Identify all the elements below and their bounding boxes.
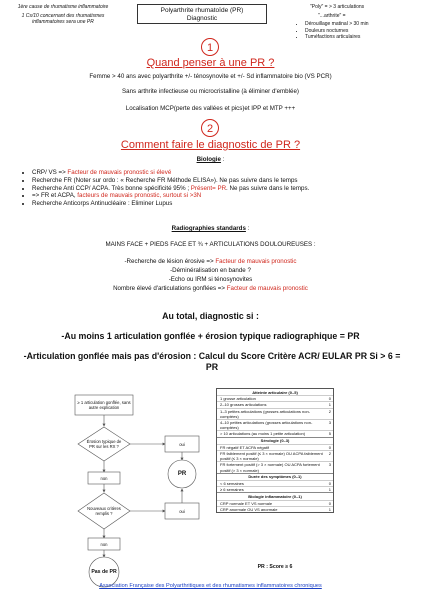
score-row [217, 500, 333, 506]
title-box [137, 4, 267, 24]
score-row [217, 486, 333, 492]
radio-instructions: MAINS FACE + PIEDS FACE ET ¾ + ARTICULATIONS DOULOUREUSES : [105, 241, 316, 248]
score-points: 3 [328, 420, 331, 426]
biologie-heading-label: Biologie [196, 156, 221, 163]
list-item: • Tuméfactions articulaires [305, 34, 416, 41]
radio-text: Nombre élevé d'articulations gonflées => [113, 285, 227, 292]
list-item [32, 185, 421, 193]
score-section-title: Sérologie (0–3) [217, 437, 333, 444]
flow-result-pr: PR [177, 470, 187, 477]
section-number-1: 1 [201, 38, 219, 56]
flowchart-connectors [35, 392, 210, 590]
score-criterion: CRP anormale OU VS anormale [220, 506, 278, 512]
score-row [217, 450, 333, 461]
score-points: 1 [328, 487, 331, 493]
acr-eular-score-table [216, 388, 334, 513]
score-row [217, 506, 333, 512]
radio-text: -Echo ou IRM si ténosynovites [168, 276, 253, 283]
criterion-erosion: -Au moins 1 articulation gonflée + érosion typique radiographique = PR [61, 331, 360, 341]
item-highlight: Présent= PR [190, 184, 227, 192]
list-item: • Dérouillage matinal > 30 min [305, 21, 416, 28]
page-title: Polyarthrite rhumatoïde (PR) [160, 7, 244, 14]
poly-definition: "Poly" = > 3 articulations [310, 4, 365, 10]
list-item: • Douleurs nocturnes [305, 28, 416, 35]
item-highlight: facteurs de mauvais pronostic, surtout si >3N [77, 192, 202, 200]
note-consultation-ratio: 1 Cs/10 concernant des rhumatismes inflammatoires sera une PR [21, 12, 105, 25]
radio-heading-suffix: : [245, 225, 250, 232]
flow-start-box: ≥ 1 articulation gonflée, sans autre explication [77, 400, 131, 410]
flow-yes-2: oui [179, 508, 185, 514]
item-text: => FR et ACPA, [32, 192, 78, 200]
radio-highlight: Facteur de mauvais pronostic [226, 285, 308, 292]
radio-text: -Déminéralisation en bande ? [170, 267, 251, 274]
page-subtitle: Diagnostic [186, 15, 218, 22]
flow-question-erosion: Érosion typique de PR sur les RX ? [86, 439, 122, 449]
list-item [32, 192, 421, 200]
criteria-line: Femme > 40 ans avec polyarthrite +/- ténosynovite et +/- Sd inflammatoire bio (VS PCR) [89, 73, 332, 80]
biologie-heading [0, 156, 421, 164]
score-criterion: ≥ 6 semaines [220, 487, 244, 493]
item-text: CRP/ VS => [32, 169, 68, 176]
score-row [217, 480, 333, 486]
score-row [217, 408, 333, 419]
definitions-box [296, 4, 416, 41]
criteria-line: Sans arthrite infectieuse ou microcristalline (à éliminer d'emblée) [122, 88, 299, 95]
arthrite-definition: "...arthrite" = [318, 12, 346, 19]
flow-result-not-pr: Pas de PR [91, 568, 117, 575]
arthrite-signs-list [296, 21, 416, 41]
radio-highlight: Facteur de mauvais pronostic [215, 258, 297, 265]
radio-line [0, 258, 421, 266]
score-row [217, 395, 333, 401]
score-row [217, 419, 333, 430]
flow-no-1: non [100, 475, 108, 481]
score-row [217, 444, 333, 450]
score-criterion: CRP normale ET VS normale [220, 500, 273, 506]
list-item [32, 169, 421, 177]
diagnosis-flowchart [35, 392, 210, 590]
top-left-notes [8, 4, 118, 28]
list-item [32, 177, 421, 185]
score-points: 1 [328, 402, 331, 408]
score-criterion: 1 grosse articulation [220, 396, 256, 402]
flow-yes-1: oui [179, 441, 185, 447]
radio-line [0, 267, 421, 275]
score-points: 0 [328, 500, 331, 506]
section-title-when: Quand penser à une PR ? [146, 57, 275, 69]
score-criterion: 2–10 grosses articulations [220, 402, 267, 408]
score-points: 5 [328, 431, 331, 437]
radio-heading-label: Radiographies standards [171, 225, 246, 232]
section-number-2: 2 [201, 119, 219, 137]
score-row [217, 401, 333, 407]
score-section-title: Durée des symptômes (0–1) [217, 473, 333, 480]
total-heading: Au total, diagnostic si : [162, 311, 259, 321]
item-highlight: Facteur de mauvais pronostic si élevé [67, 169, 172, 176]
biologie-list [22, 169, 421, 208]
score-criterion: > 10 articulations (au moins 1 petite articulation) [220, 431, 306, 437]
score-points: 0 [328, 444, 331, 450]
item-tail: . Ne pas suivre dans le temps. [226, 184, 310, 192]
association-link[interactable]: Association Française des Polyarthritiques et des rhumatismes inflammatoires chroniques [99, 583, 322, 589]
score-row [217, 461, 333, 472]
score-row [217, 430, 333, 436]
score-criterion: FR faiblement positif (≤ 3 × normale) OU ACPA faiblement positif (≤ 3 × normale) [220, 451, 323, 462]
flow-no-2: non [100, 541, 108, 547]
list-item [32, 200, 421, 208]
score-points: 3 [328, 462, 331, 468]
score-points: 0 [328, 396, 331, 402]
score-criterion: < 6 semaines [220, 481, 244, 487]
section-title-how: Comment faire le diagnostic de PR ? [120, 139, 301, 151]
note-first-cause: 1ère cause de rhumatisme inflammatoire [17, 4, 109, 10]
score-criterion: FR fortement positif (> 3 × normale) OU ACPA fortement positif (> 3 × normale) [220, 462, 320, 473]
criteria-line: Localisation MCP(perte des vallées et pics)et IPP et MTP +++ [125, 105, 296, 112]
radio-line [0, 276, 421, 284]
radio-heading [0, 225, 421, 233]
item-text: Recherche Anticorps Antinucléaire : Eliminer Lupus [32, 200, 173, 208]
flow-question-criteria: Nouveaux critères remplis ? [87, 506, 121, 516]
item-text: Recherche FR (Noter sur ordo : « Recherche FR Méthode ELISA»). Ne pas suivre dans le temps [32, 176, 298, 184]
score-criterion: FR négatif ET ACPA négatif [220, 444, 269, 450]
score-section-title: Atteinte articulaire (0–5) [252, 389, 298, 395]
score-points: 1 [328, 506, 331, 512]
criterion-score: -Articulation gonflée mais pas d'érosion : Calcul du Score Critère ACR/ EULAR PR Si > 6 = PR [23, 351, 401, 372]
score-threshold: PR : Score ≥ 6 [257, 564, 293, 570]
score-criterion: 1–3 petites articulations (grosses articulations non-comptées) [220, 408, 311, 419]
biologie-heading-suffix: : [220, 156, 225, 163]
radio-line [0, 285, 421, 293]
score-points: 2 [328, 408, 331, 414]
score-points: 0 [328, 481, 331, 487]
radio-text: -Recherche de lésion érosive => [124, 258, 216, 265]
score-criterion: 4–10 petites articulations (grosses articulations non-comptées) [220, 420, 313, 431]
score-section-title: Biologie inflammatoire (0–1) [217, 492, 333, 499]
item-text: Recherche Anti CCP/ ACPA. Très bonne spécificité 95% ; [32, 184, 191, 192]
score-points: 2 [328, 451, 331, 457]
